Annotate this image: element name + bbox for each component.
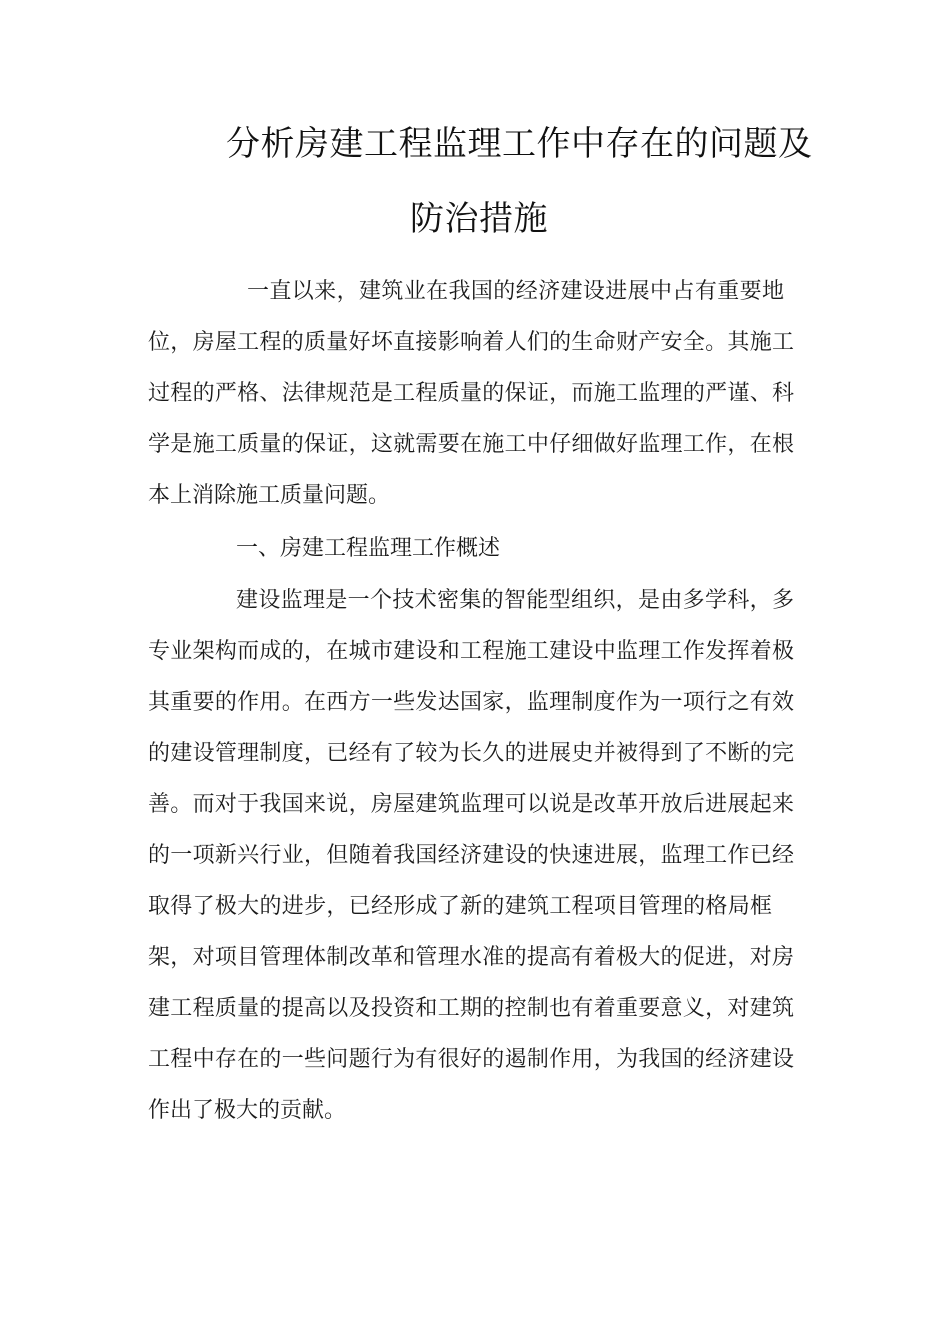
- paragraph-2-line-5: 善。而对于我国来说，房屋建筑监理可以说是改革开放后进展起来: [148, 792, 794, 817]
- paragraph-2-line-6: 的一项新兴行业，但随着我国经济建设的快速进展，监理工作已经: [148, 843, 794, 868]
- section-1-heading: 一、房建工程监理工作概述: [236, 536, 501, 561]
- paragraph-2-line-3: 其重要的作用。在西方一些发达国家，监理制度作为一项行之有效: [148, 690, 794, 715]
- paragraph-2-line-8: 架，对项目管理体制改革和管理水准的提高有着极大的促进，对房: [148, 945, 794, 970]
- document-title-line-1: 分析房建工程监理工作中存在的问题及: [226, 124, 813, 164]
- paragraph-2-line-9: 建工程质量的提高以及投资和工期的控制也有着重要意义，对建筑: [148, 996, 794, 1021]
- paragraph-1-line-2: 位，房屋工程的质量好坏直接影响着人们的生命财产安全。其施工: [148, 330, 794, 355]
- paragraph-2-line-2: 专业架构而成的，在城市建设和工程施工建设中监理工作发挥着极: [148, 639, 794, 664]
- paragraph-1-line-5: 本上消除施工质量问题。: [148, 483, 391, 508]
- paragraph-2-line-11: 作出了极大的贡献。: [148, 1098, 347, 1123]
- paragraph-2-line-4: 的建设管理制度，已经有了较为长久的进展史并被得到了不断的完: [148, 741, 794, 766]
- paragraph-2-line-7: 取得了极大的进步，已经形成了新的建筑工程项目管理的格局框: [148, 894, 772, 919]
- paragraph-1-line-1: 一直以来，建筑业在我国的经济建设进展中占有重要地: [247, 279, 784, 304]
- paragraph-2-line-1: 建设监理是一个技术密集的智能型组织，是由多学科，多: [236, 588, 794, 613]
- document-title-line-2: 防治措施: [410, 199, 548, 239]
- paragraph-2-line-10: 工程中存在的一些问题行为有很好的遏制作用，为我国的经济建设: [148, 1047, 794, 1072]
- paragraph-1-line-3: 过程的严格、法律规范是工程质量的保证，而施工监理的严谨、科: [148, 381, 794, 406]
- paragraph-1-line-4: 学是施工质量的保证，这就需要在施工中仔细做好监理工作，在根: [148, 432, 794, 457]
